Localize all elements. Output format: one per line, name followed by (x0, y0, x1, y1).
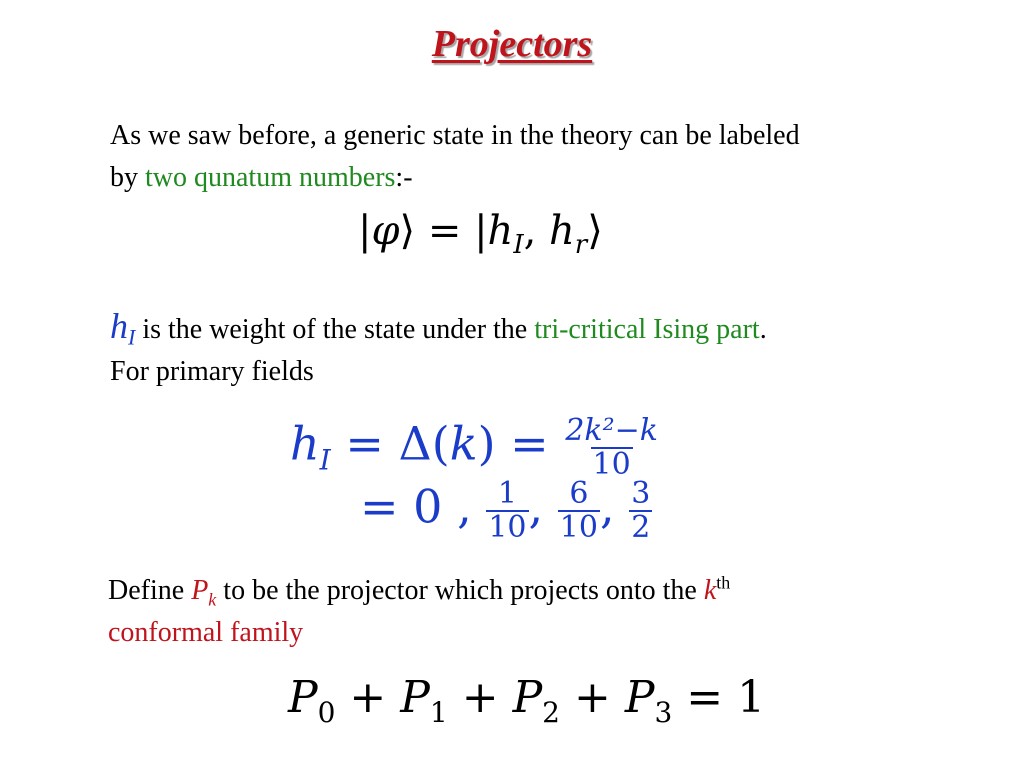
projector-paragraph (108, 570, 988, 654)
hi-lhs-subscript: I (319, 443, 331, 477)
h-r-symbol: h (549, 208, 575, 254)
equals-1: = (345, 416, 399, 471)
sum-rhs: 1 (737, 672, 766, 723)
phi-symbol: φ (371, 208, 400, 254)
projector-sum-equation: $P_0 + P_1 + P_2 + P_3 = 1$ (288, 672, 766, 729)
fraction-denominator: 10 (592, 446, 631, 482)
conformal-family-text: conformal family (108, 617, 304, 648)
projector-line-1 (108, 570, 988, 612)
h-i-subscript: I (513, 230, 524, 260)
h-symbol: h (110, 306, 128, 346)
zero-value: 0 (413, 479, 443, 534)
intro-prefix: by (110, 162, 145, 193)
define-text: Define (108, 575, 192, 606)
intro-suffix: :- (395, 162, 413, 193)
state-lhs: |φ⟩ (358, 208, 416, 254)
p3-subscript: 3 (654, 695, 673, 729)
p2-symbol: P (512, 672, 543, 723)
weight-line-2: For primary fields (110, 356, 314, 387)
k-superscript: th (716, 572, 731, 593)
k-symbol: k (703, 575, 717, 606)
hi-lhs-symbol: h (290, 416, 320, 471)
intro-line-2 (110, 157, 990, 199)
ising-highlight: tri-critical Ising part (534, 314, 760, 345)
value-fraction-1 (486, 478, 528, 543)
value-2-denominator: 10 (559, 509, 598, 545)
weight-paragraph (110, 305, 990, 393)
delta-symbol: Δ (398, 416, 432, 471)
state-equation (358, 208, 603, 260)
h-subscript: I (128, 324, 136, 350)
weight-period: . (759, 314, 767, 345)
delta-fraction (563, 415, 660, 480)
value-3-numerator: 3 (631, 476, 651, 511)
equals-3: = (360, 479, 414, 534)
p-symbol: P (191, 575, 209, 606)
intro-line-1: As we saw before, a generic state in the theory can be labeled (110, 120, 800, 151)
value-fraction-3 (629, 478, 652, 543)
projector-text: to be the projector which projects onto the (216, 575, 704, 606)
equals-2: = (495, 416, 564, 471)
intro-paragraph (110, 115, 990, 199)
p3-symbol: P (624, 672, 655, 723)
delta-argument: k (449, 416, 478, 471)
value-fraction-2 (558, 478, 600, 543)
p1-subscript: 1 (429, 695, 448, 729)
p1-symbol: P (400, 672, 430, 723)
h-i-symbol: h (487, 208, 514, 254)
weight-text: is the weight of the state under the (135, 314, 535, 345)
weight-line-1 (110, 305, 990, 351)
equals-sign: = (427, 208, 475, 254)
weight-equation-line-1: $h_I = \Delta(k)$ = $\frac{\text{2k²−k}}{10}$ (290, 413, 658, 482)
state-rhs: $|h_I$, $h_r⟩$ (474, 208, 603, 260)
p2-subscript: 2 (542, 695, 560, 729)
page-title: Projectors (431, 23, 593, 65)
p-subscript: k (208, 589, 217, 610)
fraction-numerator: 2k²−k (565, 413, 658, 448)
value-2-numerator: 6 (569, 476, 589, 511)
h-r-subscript: r (574, 230, 588, 260)
quantum-numbers-highlight: two qunatum numbers (145, 162, 396, 193)
value-1-denominator: 10 (488, 509, 527, 545)
p0-symbol: P (288, 672, 318, 723)
weight-equation-line-2: = 0 , $\frac{1}{10}$ , $\frac{6}{10}$ , $\frac{3}{2}$ (360, 476, 651, 545)
value-3-denominator: 2 (631, 509, 651, 545)
value-1-numerator: 1 (497, 476, 517, 511)
p0-subscript: 0 (317, 695, 336, 729)
